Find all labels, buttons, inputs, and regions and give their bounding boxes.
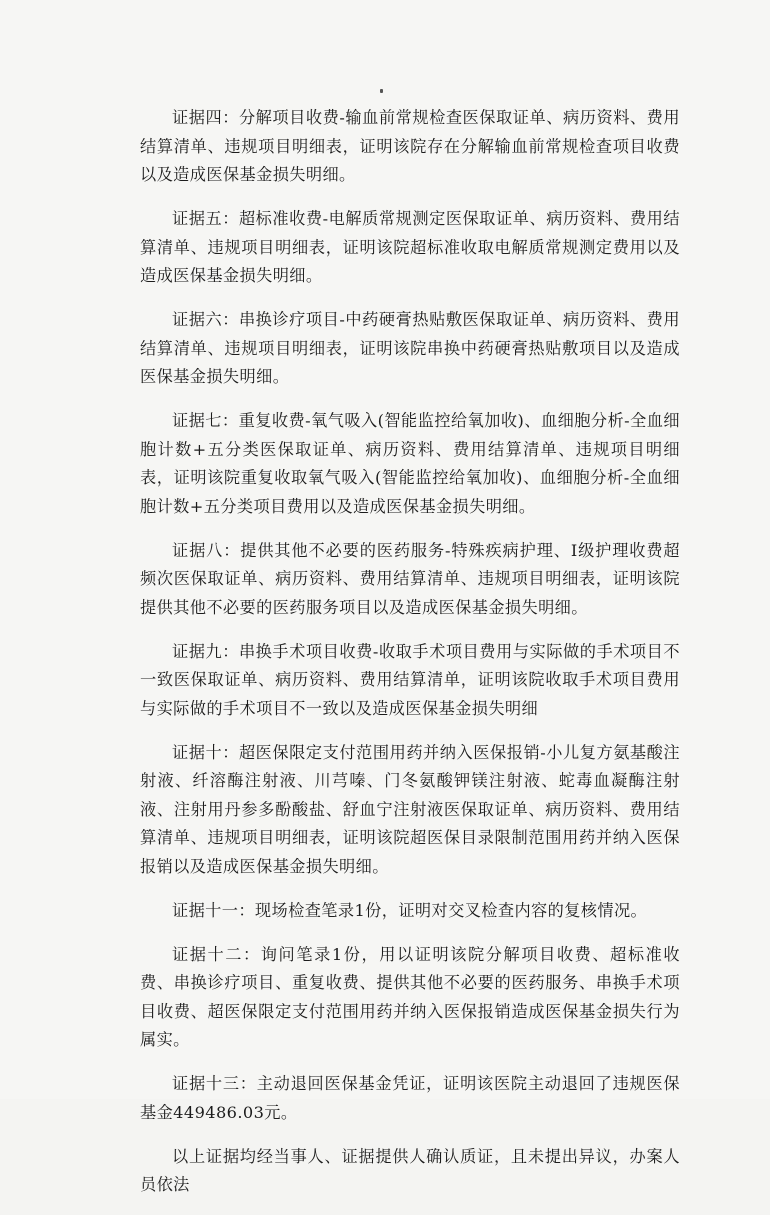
scan-speck	[380, 89, 383, 93]
evidence-5-paragraph: 证据五：超标准收费-电解质常规测定医保取证单、病历资料、费用结算清单、违规项目明细表，证明该院超标准收取电解质常规测定费用以及造成医保基金损失明细。	[140, 209, 680, 285]
evidence-8-paragraph: 证据八：提供其他不必要的医药服务-特殊疾病护理、Ⅰ级护理收费超频次医保取证单、病历资料、费用结算清单、违规项目明细表，证明该院提供其他不必要的医药服务项目以及造成医保基金损失明细。	[140, 540, 680, 617]
closing-paragraph: 以上证据均经当事人、证据提供人确认质证，且未提出异议，办案人员依法	[140, 1146, 680, 1194]
evidence-6-paragraph: 证据六：串换诊疗项目-中药硬膏热贴敷医保取证单、病历资料、费用结算清单、违规项目明细表，证明该院串换中药硬膏热贴敷项目以及造成医保基金损失明细。	[140, 310, 680, 386]
evidence-11-paragraph: 证据十一：现场检查笔录1份，证明对交叉检查内容的复核情况。	[172, 900, 648, 920]
document-body	[140, 104, 680, 1215]
evidence-9-paragraph: 证据九：串换手术项目收费-收取手术项目费用与实际做的手术项目不一致医保取证单、病历资料、费用结算清单，证明该院收取手术项目费用与实际做的手术项目不一致以及造成医保基金损失明细	[140, 641, 680, 718]
evidence-12-paragraph: 证据十二：询问笔录1份，用以证明该院分解项目收费、超标准收费、串换诊疗项目、重复收费、提供其他不必要的医药服务、串换手术项目收费、超医保限定支付范围用药并纳入医保报销造成医保基金损失行为属实。	[140, 944, 680, 1049]
evidence-7-paragraph: 证据七：重复收费-氧气吸入(智能监控给氧加收)、血细胞分析-全血细胞计数+五分类医保取证单、病历资料、费用结算清单、违规项目明细表，证明该院重复收取氧气吸入(智能监控给氧加收)、血细胞分析-全血细胞计数+五分类项目费用以及造成医保基金损失明细。	[140, 411, 680, 516]
evidence-10-paragraph: 证据十：超医保限定支付范围用药并纳入医保报销-小儿复方氨基酸注射液、纤溶酶注射液、川芎嗪、门冬氨酸钾镁注射液、蛇毒血凝酶注射液、注射用丹参多酚酸盐、舒血宁注射液医保取证单、病历资料、费用结算清单、违规项目明细表，证明该院超医保目录限制范围用药并纳入医保报销以及造成医保基金损失明细。	[140, 742, 680, 876]
evidence-13-paragraph: 证据十三：主动退回医保基金凭证，证明该医院主动退回了违规医保基金449486.03元。	[140, 1074, 680, 1122]
evidence-4-paragraph: 证据四：分解项目收费-输血前常规检查医保取证单、病历资料、费用结算清单、违规项目明细表，证明该院存在分解输血前常规检查项目收费以及造成医保基金损失明细。	[140, 108, 680, 184]
